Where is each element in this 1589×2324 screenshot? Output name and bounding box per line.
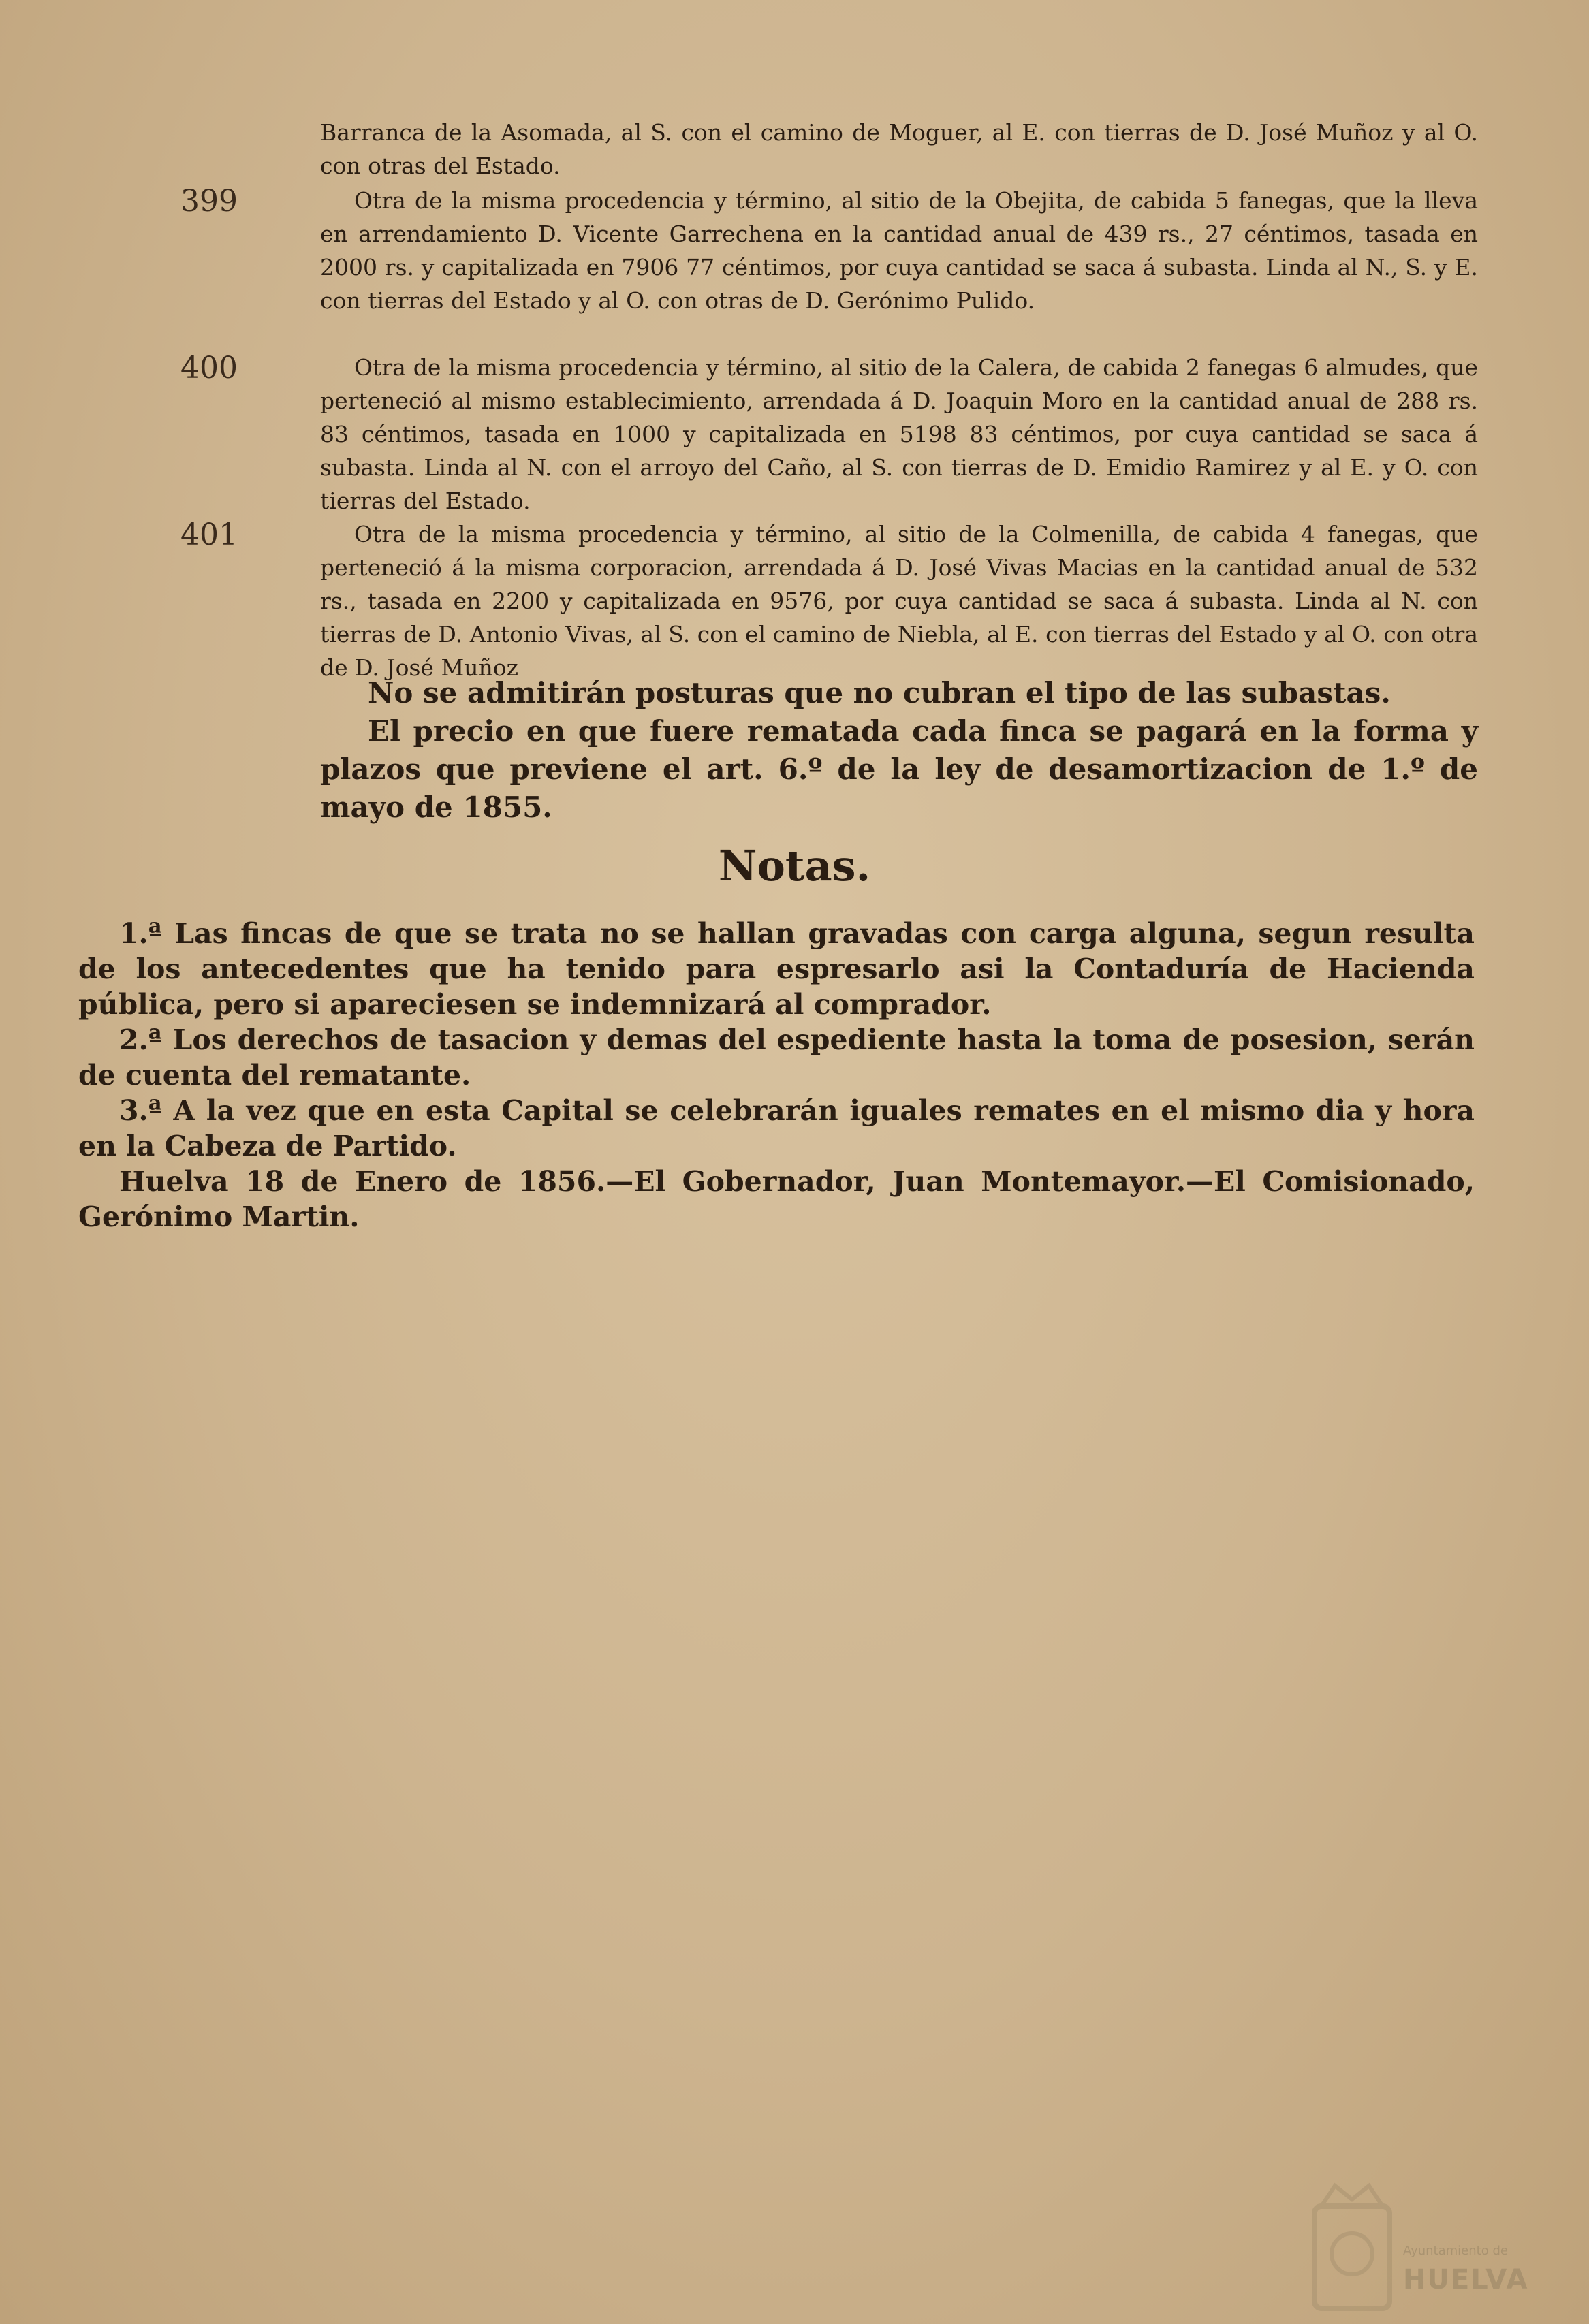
auction-conditions — [320, 674, 1478, 827]
entry-text: Otra de la misma procedencia y término, al sitio de la Colmenilla, de cabida 4 fanegas, que perteneció á la misma corporacion, arrendada á D. José Vivas Macias en la cantidad anual de 532 rs., tasada en 2200 y capitalizada en 9576, por cuya cantidad se saca á subasta. Linda al N. con tierras de D. Antonio Vivas, al S. con el camino de Niebla, al E. con tierras del Estado y al O. con otra de D. José Muñoz — [320, 521, 1478, 681]
note-1: 1.ª Las fincas de que se trata no se hallan gravadas con carga alguna, segun resulta de los antecedentes que ha tenido para espresarlo asi la Contaduría de Hacienda pública, pero si apareciesen se indemnizará al comprador. — [78, 917, 1475, 1021]
signature: Huelva 18 de Enero de 1856.—El Gobernador, Juan Montemayor.—El Comisionado, Gerónimo Martin. — [78, 1165, 1475, 1233]
entry-text: Otra de la misma procedencia y término, al sitio de la Calera, de cabida 2 fanegas 6 almudes, que perteneció al mismo establecimiento, arrendada á D. Joaquin Moro en la cantidad anual de 288 rs. 83 céntimos, tasada en 1000 y capitalizada en 5198 83 céntimos, por cuya cantidad se saca á subasta. Linda al N. con el arroyo del Caño, al S. con tierras de D. Emidio Ramirez y al E. y O. con tierras del Estado. — [320, 354, 1478, 514]
entry-399 — [180, 184, 1478, 317]
note-3: 3.ª A la vez que en esta Capital se celebrarán iguales remates en el mismo dia y hora en la Cabeza de Partido. — [78, 1094, 1475, 1162]
notes-section — [78, 916, 1475, 1235]
lot-number: 401 — [180, 518, 238, 552]
notes-heading: Notas. — [718, 841, 871, 891]
entry-text: Barranca de la Asomada, al S. con el camino de Moguer, al E. con tierras de D. José Muñoz y al O. con otras del Estado. — [320, 119, 1478, 179]
entry-400 — [180, 351, 1478, 518]
lot-number: 400 — [180, 351, 238, 385]
entry-text: Otra de la misma procedencia y término, al sitio de la Obejita, de cabida 5 fanegas, que la lleva en arrendamiento D. Vicente Garrechena en la cantidad anual de 439 rs., 27 céntimos, tasada en 2000 rs. y capitalizada en 7906 77 céntimos, por cuya cantidad se saca á subasta. Linda al N., S. y E. con tierras del Estado y al O. con otras de D. Gerónimo Pulido. — [320, 187, 1478, 314]
watermark-text: HUELVA — [1403, 2264, 1529, 2295]
condition-minimum-bid: No se admitirán posturas que no cubran el tipo de las subastas. — [368, 676, 1391, 710]
entry-401 — [180, 518, 1478, 684]
lot-number: 399 — [180, 184, 238, 219]
entry-continuation — [320, 116, 1478, 182]
watermark-small-text: Ayuntamiento de — [1403, 2244, 1508, 2258]
note-2: 2.ª Los derechos de tasacion y demas del espediente hasta la toma de posesion, serán de cuenta del rematante. — [78, 1023, 1475, 1092]
condition-payment: El precio en que fuere rematada cada finca se pagará en la forma y plazos que previene el art. 6.º de la ley de desamortizacion de 1.º de mayo de 1855. — [320, 714, 1478, 824]
